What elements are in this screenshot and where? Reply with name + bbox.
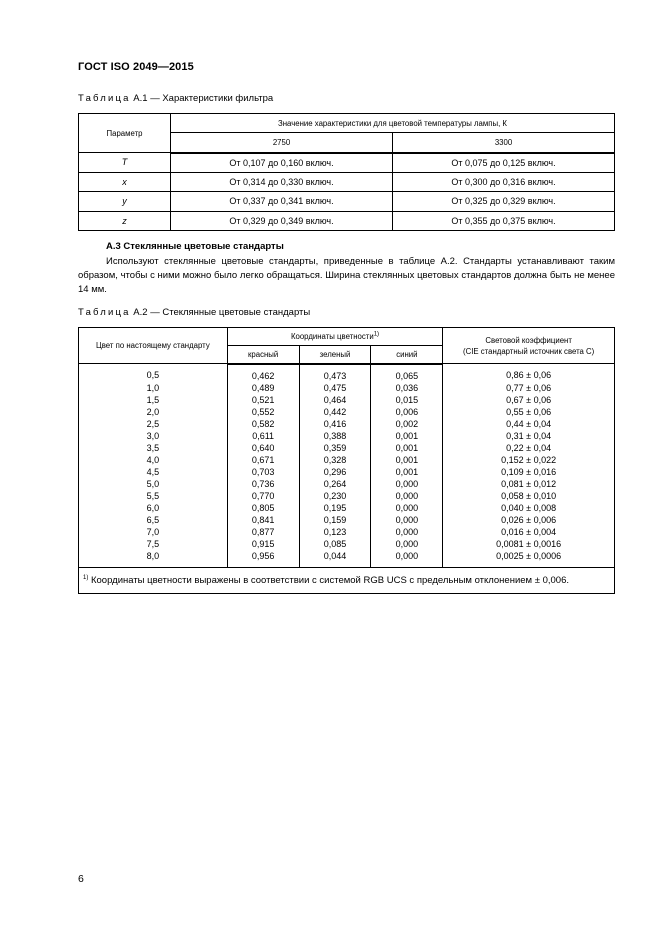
table2-footnote <box>79 567 615 593</box>
color-cell: 1,0 <box>79 382 228 394</box>
table2-body <box>79 364 615 568</box>
color-cell: 2,0 <box>79 406 228 418</box>
table2-caption-number: А.2 <box>133 307 148 318</box>
luminance-cell: 0,86 ± 0,06 <box>443 364 615 382</box>
coords-col-label: Координаты цветности <box>290 332 374 341</box>
blue-cell: 0,000 <box>371 478 443 490</box>
table-row <box>79 466 615 478</box>
green-cell: 0,464 <box>299 394 371 406</box>
document-header: ГОСТ ISO 2049—2015 <box>78 61 194 73</box>
param-header: Параметр <box>79 114 171 153</box>
red-cell: 0,611 <box>227 430 299 442</box>
blue-cell: 0,015 <box>371 394 443 406</box>
red-cell: 0,582 <box>227 418 299 430</box>
param-cell: x <box>79 172 171 192</box>
green-cell: 0,044 <box>299 550 371 568</box>
red-cell: 0,915 <box>227 538 299 550</box>
blue-cell: 0,000 <box>371 490 443 502</box>
luminance-cell: 0,77 ± 0,06 <box>443 382 615 394</box>
red-cell: 0,671 <box>227 454 299 466</box>
red-cell: 0,489 <box>227 382 299 394</box>
red-cell: 0,956 <box>227 550 299 568</box>
value-cell: От 0,300 до 0,316 включ. <box>392 172 614 192</box>
blue-cell: 0,001 <box>371 466 443 478</box>
green-cell: 0,442 <box>299 406 371 418</box>
color-cell: 6,0 <box>79 502 228 514</box>
table-row <box>79 394 615 406</box>
footnote-text: Координаты цветности выражены в соответствии с системой RGB UCS с предельным отклонением ± 0,006. <box>88 574 569 586</box>
color-cell: 2,5 <box>79 418 228 430</box>
green-col-header: зеленый <box>299 346 371 364</box>
table1-caption-text: — Характеристики фильтра <box>147 93 274 104</box>
blue-cell: 0,000 <box>371 538 443 550</box>
value-cell: От 0,329 до 0,349 включ. <box>171 211 393 231</box>
luminance-cell: 0,55 ± 0,06 <box>443 406 615 418</box>
table-row <box>79 418 615 430</box>
red-cell: 0,736 <box>227 478 299 490</box>
luminance-cell: 0,44 ± 0,04 <box>443 418 615 430</box>
value-cell: От 0,107 до 0,160 включ. <box>171 153 393 173</box>
green-cell: 0,473 <box>299 364 371 382</box>
table-row <box>79 514 615 526</box>
green-cell: 0,388 <box>299 430 371 442</box>
blue-cell: 0,002 <box>371 418 443 430</box>
color-cell: 6,5 <box>79 514 228 526</box>
red-cell: 0,841 <box>227 514 299 526</box>
green-cell: 0,359 <box>299 442 371 454</box>
table1-caption <box>78 93 273 104</box>
luminance-cell: 0,026 ± 0,006 <box>443 514 615 526</box>
page-number: 6 <box>78 873 84 885</box>
green-cell: 0,085 <box>299 538 371 550</box>
table1-caption-number: А.1 <box>133 93 148 104</box>
green-cell: 0,296 <box>299 466 371 478</box>
color-col-header: Цвет по настоящему стандарту <box>79 328 228 364</box>
color-cell: 7,5 <box>79 538 228 550</box>
blue-cell: 0,065 <box>371 364 443 382</box>
green-cell: 0,230 <box>299 490 371 502</box>
blue-cell: 0,000 <box>371 514 443 526</box>
table-row <box>79 382 615 394</box>
luminance-cell: 0,0025 ± 0,0006 <box>443 550 615 568</box>
blue-cell: 0,000 <box>371 502 443 514</box>
red-cell: 0,640 <box>227 442 299 454</box>
blue-cell: 0,006 <box>371 406 443 418</box>
luminance-cell: 0,081 ± 0,012 <box>443 478 615 490</box>
color-cell: 5,0 <box>79 478 228 490</box>
table2-caption-text: — Стеклянные цветовые стандарты <box>147 307 311 318</box>
luminance-cell: 0,31 ± 0,04 <box>443 430 615 442</box>
color-cell: 3,5 <box>79 442 228 454</box>
luminance-col-header <box>443 328 615 364</box>
table-row <box>79 211 615 231</box>
footnote-mark: 1) <box>83 574 89 581</box>
red-col-header: красный <box>227 346 299 364</box>
green-cell: 0,416 <box>299 418 371 430</box>
param-cell: z <box>79 211 171 231</box>
color-cell: 8,0 <box>79 550 228 568</box>
temp-2750-header: 2750 <box>171 133 393 153</box>
glass-color-standards-table <box>78 327 615 594</box>
red-cell: 0,877 <box>227 526 299 538</box>
blue-col-header: синий <box>371 346 443 364</box>
table1-caption-prefix: Таблица <box>78 93 131 104</box>
green-cell: 0,475 <box>299 382 371 394</box>
table-row <box>79 153 615 173</box>
table-row <box>79 442 615 454</box>
color-cell: 1,5 <box>79 394 228 406</box>
blue-cell: 0,000 <box>371 526 443 538</box>
luminance-cell: 0,109 ± 0,016 <box>443 466 615 478</box>
color-cell: 7,0 <box>79 526 228 538</box>
green-cell: 0,264 <box>299 478 371 490</box>
red-cell: 0,462 <box>227 364 299 382</box>
blue-cell: 0,001 <box>371 442 443 454</box>
luminance-cell: 0,0081 ± 0,0016 <box>443 538 615 550</box>
luminance-cell: 0,22 ± 0,04 <box>443 442 615 454</box>
table-row <box>79 538 615 550</box>
table-row <box>79 478 615 490</box>
color-cell: 3,0 <box>79 430 228 442</box>
temp-3300-header: 3300 <box>392 133 614 153</box>
luminance-header-line2: (CIE стандартный источник света С) <box>463 346 595 356</box>
red-cell: 0,521 <box>227 394 299 406</box>
green-cell: 0,123 <box>299 526 371 538</box>
table-row <box>79 490 615 502</box>
table-row <box>79 550 615 568</box>
table-row <box>79 406 615 418</box>
color-cell: 5,5 <box>79 490 228 502</box>
red-cell: 0,703 <box>227 466 299 478</box>
luminance-header-line1: Световой коэффициент <box>485 335 572 345</box>
luminance-cell: 0,040 ± 0,008 <box>443 502 615 514</box>
table-row <box>79 526 615 538</box>
luminance-cell: 0,058 ± 0,010 <box>443 490 615 502</box>
blue-cell: 0,000 <box>371 550 443 568</box>
red-cell: 0,805 <box>227 502 299 514</box>
blue-cell: 0,001 <box>371 454 443 466</box>
luminance-cell: 0,67 ± 0,06 <box>443 394 615 406</box>
green-cell: 0,159 <box>299 514 371 526</box>
table-row <box>79 430 615 442</box>
section-title: А.3 Стеклянные цветовые стандарты <box>106 241 284 252</box>
green-cell: 0,195 <box>299 502 371 514</box>
coords-col-header <box>227 328 443 346</box>
luminance-cell: 0,016 ± 0,004 <box>443 526 615 538</box>
value-header: Значение характеристики для цветовой температуры лампы, К <box>171 114 615 133</box>
value-cell: От 0,355 до 0,375 включ. <box>392 211 614 231</box>
param-cell: y <box>79 192 171 212</box>
value-cell: От 0,314 до 0,330 включ. <box>171 172 393 192</box>
footnote-ref: 1) <box>373 331 380 338</box>
param-cell: T <box>79 153 171 173</box>
blue-cell: 0,036 <box>371 382 443 394</box>
color-cell: 4,0 <box>79 454 228 466</box>
color-cell: 0,5 <box>79 364 228 382</box>
green-cell: 0,328 <box>299 454 371 466</box>
section-paragraph: Используют стеклянные цветовые стандарты, приведенные в таблице А.2. Стандарты устанавливают таким образом, чтобы с ними можно было легко обращаться. Ширина стеклянных цветовых стандартов должна быть не менее 14 мм. <box>78 256 615 295</box>
value-cell: От 0,325 до 0,329 включ. <box>392 192 614 212</box>
table-row <box>79 502 615 514</box>
luminance-cell: 0,152 ± 0,022 <box>443 454 615 466</box>
red-cell: 0,770 <box>227 490 299 502</box>
value-cell: От 0,337 до 0,341 включ. <box>171 192 393 212</box>
table-row <box>79 364 615 382</box>
table-row <box>79 454 615 466</box>
table2-caption <box>78 307 310 318</box>
filter-characteristics-table <box>78 113 615 231</box>
table2-caption-prefix: Таблица <box>78 307 131 318</box>
table-row <box>79 192 615 212</box>
red-cell: 0,552 <box>227 406 299 418</box>
table-row <box>79 172 615 192</box>
color-cell: 4,5 <box>79 466 228 478</box>
value-cell: От 0,075 до 0,125 включ. <box>392 153 614 173</box>
blue-cell: 0,001 <box>371 430 443 442</box>
